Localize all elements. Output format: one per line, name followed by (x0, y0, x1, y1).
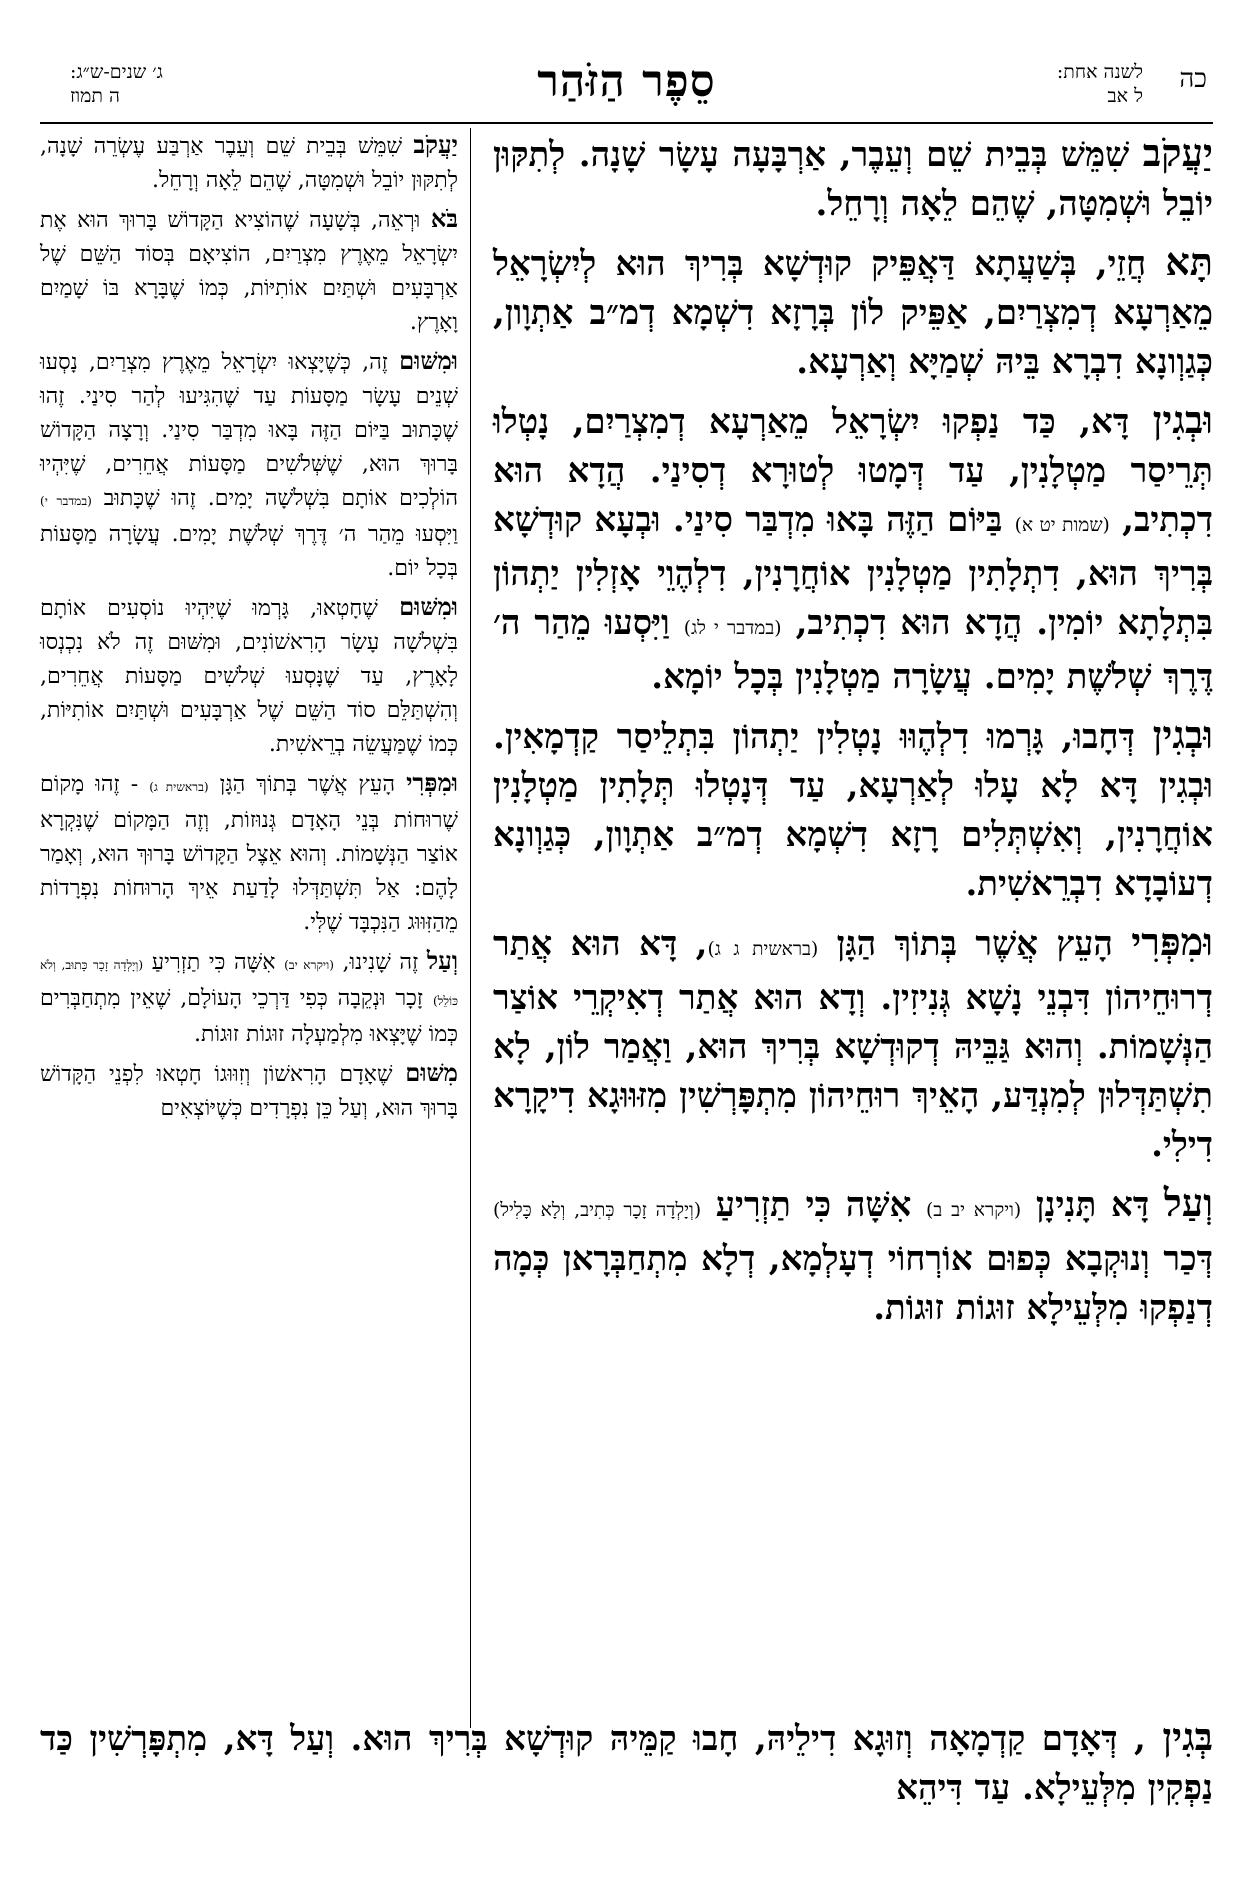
paragraph-text: זָכָר וּנְקֵבָה כְּפִי דַּרְכֵי הָעוֹלָם, שֶׁאֵין מִתְחַבְּרִים כְּמוֹ שֶׁיָּצְאוּ מִלְמַעְלָה זוּגוֹת זוּגוֹת. (40, 986, 458, 1047)
main-paragraph (493, 710, 1213, 909)
main-paragraph (493, 395, 1213, 702)
main-text-column (493, 128, 1213, 1728)
book-title: סֵפֶר הַזֹּהַר (537, 56, 716, 107)
column-divider (470, 128, 471, 1728)
translation-paragraph (40, 766, 458, 940)
main-paragraph (493, 128, 1213, 229)
page-number: כה (1179, 64, 1207, 94)
header-rule (40, 122, 1213, 124)
paragraph-lead-word: תָּא (1165, 239, 1213, 284)
verse-citation: (שמות יט א) (1014, 515, 1110, 536)
paragraph-text: בַּיּוֹם הַזֶּה בָּאוּ מִדְבַּר סִינַי. וּבְעָא קוּדְשָׁא בְּרִיךְ הוּא, דִתְלָתִין מַטְלָנִין אוֹחֲרָנִין, דִלְהֶוֵי אָזְלִין יַתְהוֹן בִּתְלָתָא יוֹמִין. הֲדָא הוּא דִכְתִיב, (493, 500, 1214, 643)
main-paragraph (493, 917, 1213, 1170)
paragraph-text: שִׁמֵּשׁ בְּבֵית שֵׁם וְעֵבֶר, אַרְבָּעָה עָשָׂר שָׁנָה. לְתִקּוּן יוֹבֵל וּשְׁמִטָּה, שֶׁהֵם לֵאָה וְרָחֵל. (493, 135, 1213, 224)
paragraph-lead-word: וּבְגִין (1152, 397, 1213, 442)
main-paragraph (493, 237, 1213, 387)
verse-citation: (ויקרא יב) (284, 958, 334, 972)
paragraph-lead-word: יַעֲקֹב (413, 130, 458, 159)
paragraph-lead-word: וּמִפְּרִי (1131, 919, 1213, 964)
verse-citation: (במדבר י) (40, 494, 92, 508)
translation-paragraph (40, 590, 458, 762)
paragraph-text: דָּא תָּנִינָן (1021, 1185, 1164, 1225)
verse-citation: (וְיָלְדָה זָכָר כְּתִיב, וְלָא כָּלִיל) (493, 1200, 702, 1221)
verse-citation: (ויקרא יב ב) (925, 1200, 1022, 1221)
paragraph-text: אִשָּׁה כִּי תַזְרִיעַ (143, 950, 285, 975)
paragraph-text: הָעֵץ אֲשֶׁר בְּתוֹךְ הַגָּן (818, 924, 1132, 964)
paragraph-lead-word: וְעַל (1163, 1180, 1213, 1225)
main-text-continuation (40, 1712, 1213, 1821)
paragraph-text: וַיִּסְעוּ מֵהַר ה׳ דֶּרֶךְ שְׁלֹשֶׁת יָמִים. עֲשָׂרָה מַטְלָנִין בְּכָל יוֹמָא. (493, 603, 1213, 697)
paragraph-text: הָעֵץ אֲשֶׁר בְּתוֹךְ הַגָּן (208, 772, 407, 797)
verse-citation: (בראשית ג) (149, 780, 209, 794)
paragraph-text: זֶה שָׁנִינוּ, (333, 950, 427, 975)
reading-schedule-left (70, 60, 163, 108)
translation-paragraph (40, 944, 458, 1052)
translation-paragraph (40, 128, 458, 198)
paragraph-text: שֶׁאָדָם הָרִאשׁוֹן וְזִוּוּגוֹ חָטְאוּ לִפְנֵי הַקָּדוֹשׁ בָּרוּךְ הוּא, וְעַל כֵּן נִפְרָדִים כְּשֶׁיּוֹצְאִים (40, 1062, 458, 1121)
main-paragraph (40, 1712, 1213, 1813)
paragraph-text: דְּחָבוּ, גָּרְמוּ דִלְהֶוּוּ נָטְלִין יַתְהוֹן בִּתְלֵיסַר קַדְמָאִין. וּבְגִין דָּא לָא עָלוּ לְאַרְעָא, עַד דְּנָטְלוּ תְּלָתִין מַטְלָנִין אוֹחֲרָנִין, וְאִשְׁתְּלִים רָזָא דִשְׁמָא דְמ״ב אַתְוָון, כְּגַוְונָא דְעוֹבָדָא דִבְרֵאשִׁית. (493, 717, 1213, 904)
reading-schedule-left-date: ה תמוז (70, 85, 120, 107)
paragraph-text: דָּא, כַּד נַפְקוּ יִשְׂרָאֵל מֵאַרְעָא דְמִצְרַיִם, נָטְלוּ תְּרֵיסַר מַטְלָנִין, עַד דְּמָטוּ לְטוּרָא דְסִינַי. הֲדָא הוּא דִכְתִיב, (493, 402, 1213, 540)
paragraph-lead-word: וּמִשּׁוּם (399, 592, 458, 621)
translation-paragraph (40, 1056, 458, 1126)
translation-paragraph (40, 344, 458, 586)
translation-paragraph (40, 202, 458, 340)
main-paragraph (493, 1178, 1213, 1333)
translation-column (40, 128, 458, 1728)
page-header (30, 56, 1223, 124)
verse-citation: (וְיָלְדָה זָכָר כָּתוּב, וְלֹא כּוֹלֵל) (40, 958, 458, 1008)
paragraph-lead-word: מִשּׁוּם (405, 1058, 458, 1087)
paragraph-lead-word: וּמִשּׁוּם (399, 346, 458, 375)
paragraph-text: - זֶהוּ מָקוֹם שֶׁרוּחוֹת בְּנֵי הָאָדָם גְּנוּזוֹת, וְזֶה הַמָּקוֹם שֶׁנִּקְרָא אוֹצַר הַנְּשָׁמוֹת. וְהוּא אֵצֶל הַקָּדוֹשׁ בָּרוּךְ הוּא, וְאָמַר לָהֶם: אַל תִּשְׁתַּדְּלוּ לָדַעַת אֵיךְ הָרוּחוֹת נִפְרָדוֹת מֵהַזִּוּוּג הַנִּכְבָּד שֶׁלִּי. (40, 772, 458, 935)
reading-schedule-right-label: לשנה אחת: (1056, 61, 1143, 83)
reading-schedule-left-label: ג׳ שנים-ש״ג: (70, 61, 163, 83)
paragraph-lead-word: וּמִפְּרִי (406, 768, 458, 797)
paragraph-text: דְּכַר וְנוּקְבָא כְּפוּם אוֹרְחוֹי דְעָלְמָא, דְלָא מִתְחַבְּרָאן כְּמָה דְנַפְקוּ מִלְּעֵילָא זוּגוֹת זוּגוֹת. (493, 1239, 1213, 1328)
paragraph-text: וַיִּסְעוּ מֵהַר ה׳ דֶּרֶךְ שְׁלֹשֶׁת יָמִים. עֲשָׂרָה מַסָּעוֹת בְּכָל יוֹם. (40, 522, 458, 581)
paragraph-text: זֶה, כְּשֶׁיָּצְאוּ יִשְׂרָאֵל מֵאֶרֶץ מִצְרַיִם, נָסְעוּ שְׁנֵים עָשָׂר מַסָּעוֹת עַד שֶׁהִגִּיעוּ לְהַר סִינַי. זֶהוּ שֶׁכָּתוּב בַּיּוֹם הַזֶּה בָּאוּ מִדְבַּר סִינַי. וְרָצָה הַקָּדוֹשׁ בָּרוּךְ הוּא, שֶׁשְּׁלֹשִׁים מַסָּעוֹת אֲחֵרִים, שֶׁיִּהְיוּ הוֹלְכִים אוֹתָם בִּשְׁלֹשָׁה יָמִים. זֶהוּ שֶׁכָּתוּב (40, 350, 458, 511)
paragraph-lead-word: וְעַל (426, 946, 459, 975)
paragraph-text: חֲזֵי, בְּשַׁעֲתָא דַּאֲפֵּיק קוּדְשָׁא בְּרִיךְ הוּא לְיִשְׂרָאֵל מֵאַרְעָא דְמִצְרַיִם, אַפֵּיק לוֹן בְּרָזָא דִשְׁמָא דְמ״ב אַתְוָון, כְּגַוְונָא דִבְרָא בֵּיהּ שְׁמַיָּא וְאַרְעָא. (493, 244, 1213, 382)
paragraph-lead-word: בְּגִין (1162, 1714, 1213, 1759)
reading-schedule-right-date: ל אב (1107, 85, 1143, 107)
paragraph-text: וּרְאֵה, בְּשָׁעָה שֶׁהוֹצִיא הַקָּדוֹשׁ בָּרוּךְ הוּא אֶת יִשְׂרָאֵל מֵאֶרֶץ מִצְרַיִם, הוֹצִיאָם בְּסוֹד הַשֵּׁם שֶׁל אַרְבָּעִים וּשְׁתַּיִם אוֹתִיּוֹת, כְּמוֹ שֶׁבָּרָא בּוֹ שָׁמַיִם וָאָרֶץ. (40, 208, 458, 335)
paragraph-text: שֶׁחָטְאוּ, גָּרְמוּ שֶׁיִּהְיוּ נוֹסְעִים אוֹתָם בִּשְׁלֹשָׁה עָשָׂר הָרִאשׁוֹנִים, וּמִשּׁוּם זֶה לֹא נִכְנְסוּ לָאָרֶץ, עַד שֶׁנָּסְעוּ שְׁלֹשִׁים מַסָּעוֹת אֲחֵרִים, וְהִשְׁתַּלֵּם סוֹד הַשֵּׁם שֶׁל אַרְבָּעִים וּשְׁתַּיִם אוֹתִיּוֹת, כְּמוֹ שֶׁמַּעֲשֵׂה בְרֵאשִׁית. (40, 596, 458, 757)
verse-citation: (בראשית ג ג) (707, 939, 819, 960)
paragraph-lead-word: בֹּא (430, 204, 458, 233)
paragraph-lead-word: וּבְגִין (1152, 712, 1213, 757)
paragraph-text: , דָּא הוּא אֲתַר דְרוּחֵיהוֹן דִּבְנֵי נָשָׁא גְּנִיזִין. וְדָא הוּא אֲתַר דְאִיקְרֵי אוֹצַר הַנְּשָׁמוֹת. וְהוּא גַּבֵּיהּ דְקוּדְשָׁא בְּרִיךְ הוּא, וַאֲמַר לוֹן, לָא תִשְׁתַּדְּלוּן לְמִנְדַּע, הָאֵיךְ רוּחֵיהוֹן מִתְפָּרְשִׁין מִזּוּוּגָא דִיקָרָא דִילִי. (493, 924, 1213, 1165)
paragraph-text: שִׁמֵּשׁ בְּבֵית שֵׁם וְעֵבֶר אַרְבַּע עֶשְׂרֵה שָׁנָה, לְתִקּוּן יוֹבֵל וּשְׁמִטָּה, שֶׁהֵם לֵאָה וְרָחֵל. (40, 134, 458, 193)
paragraph-text: אִשָּׁה כִּי תַזְרִיעַ (701, 1185, 926, 1225)
verse-citation: (במדבר י לג) (683, 618, 782, 639)
paragraph-text: , דְּאָדָם קַדְמָאָה וְזוּגָא דִילֵיהּ, חָבוּ קַמֵּיהּ קוּדְשָׁא בְּרִיךְ הוּא. וְעַל דָּא, מִתְפָּרְשִׁין כַּד נַפְקִין מִלְּעֵילָא. עַד דִּיהֵא (40, 1719, 1213, 1808)
paragraph-lead-word: יַעֲקֹב (1142, 130, 1213, 175)
